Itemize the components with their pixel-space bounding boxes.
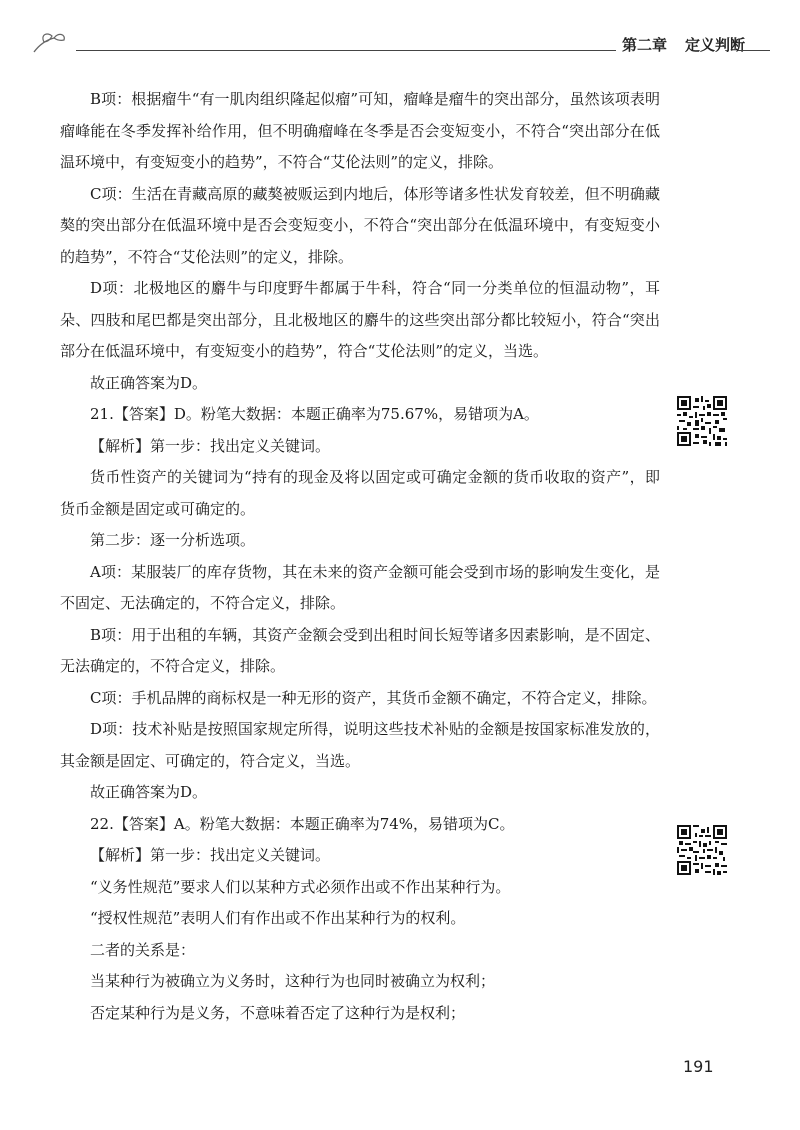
paragraph: 当某种行为被确立为义务时，这种行为也同时被确立为权利； xyxy=(90,972,496,990)
page-body xyxy=(60,84,660,1029)
paragraph: “义务性规范”要求人们以某种方式必须作出或不作出某种行为。 xyxy=(90,877,511,896)
qr-code-icon[interactable] xyxy=(677,396,727,446)
paragraph: 【解析】第一步：找出定义关键词。 xyxy=(90,436,331,455)
qr-code-icon[interactable] xyxy=(677,825,727,875)
paragraph: D项：北极地区的麝牛与印度野牛都属于牛科，符合“同一分类单位的恒温动物”，耳朵、四肢和尾巴都是突出部分，且北极地区的麝牛的这些突出部分都比较短小，符合“突出部分在低温环境中，有变短变小的趋势”，符合“艾伦法则”的定义，当选。 xyxy=(60,279,660,360)
paragraph: 第二步：逐一分析选项。 xyxy=(90,531,256,549)
paragraph: B项：根据瘤牛“有一肌肉组织隆起似瘤”可知，瘤峰是瘤牛的突出部分，虽然该项表明瘤峰能在冬季发挥补给作用，但不明确瘤峰在冬季是否会变短变小，不符合“突出部分在低温环境中，有变短变小的趋势”，不符合“艾伦法则”的定义，排除。 xyxy=(60,90,660,171)
paragraph: A项：某服装厂的库存货物，其在未来的资产金额可能会受到市场的影响发生变化，是不固定、无法确定的，不符合定义，排除。 xyxy=(60,562,660,612)
paragraph: 故正确答案为D。 xyxy=(90,783,208,801)
paragraph: 故正确答案为D。 xyxy=(90,373,208,392)
header-rule xyxy=(76,50,616,51)
paragraph: B项：用于出租的车辆，其资产金额会受到出租时间长短等诸多因素影响，是不固定、无法确定的，不符合定义，排除。 xyxy=(60,625,660,675)
leaf-ornament-icon xyxy=(30,30,74,56)
paragraph: 货币性资产的关键词为“持有的现金及将以固定或可确定金额的货币收取的资产”，即货币金额是固定或可确定的。 xyxy=(60,468,660,518)
paragraph: D项：技术补贴是按照国家规定所得，说明这些技术补贴的金额是按国家标准发放的，其金额是固定、可确定的，符合定义，当选。 xyxy=(60,720,660,770)
page-number: 191 xyxy=(683,1057,714,1076)
paragraph: 二者的关系是： xyxy=(90,940,196,959)
paragraph: C项：手机品牌的商标权是一种无形的资产，其货币金额不确定，不符合定义，排除。 xyxy=(90,688,657,707)
paragraph: C项：生活在青藏高原的藏獒被贩运到内地后，体形等诸多性状发育较差，但不明确藏獒的突出部分在低温环境中是否会变短变小，不符合“突出部分在低温环境中，有变短变小的趋势”，不符合“艾伦法则”的定义，排除。 xyxy=(60,184,660,266)
chapter-label: 第二章 xyxy=(622,36,668,54)
section-label: 定义判断 xyxy=(685,36,746,54)
paragraph: 【解析】第一步：找出定义关键词。 xyxy=(90,846,331,864)
header-rule-right xyxy=(738,50,770,51)
page-header xyxy=(30,30,770,58)
paragraph: 否定某种行为是义务，不意味着否定了这种行为是权利； xyxy=(90,1003,466,1022)
paragraph: “授权性规范”表明人们有作出或不作出某种行为的权利。 xyxy=(90,909,466,927)
answer-line-21: 21.【答案】D。粉笔大数据：本题正确率为75.67%，易错项为A。 xyxy=(90,405,539,423)
answer-line-22: 22.【答案】A。粉笔大数据：本题正确率为74%，易错项为C。 xyxy=(90,814,515,833)
chapter-heading xyxy=(622,34,745,55)
